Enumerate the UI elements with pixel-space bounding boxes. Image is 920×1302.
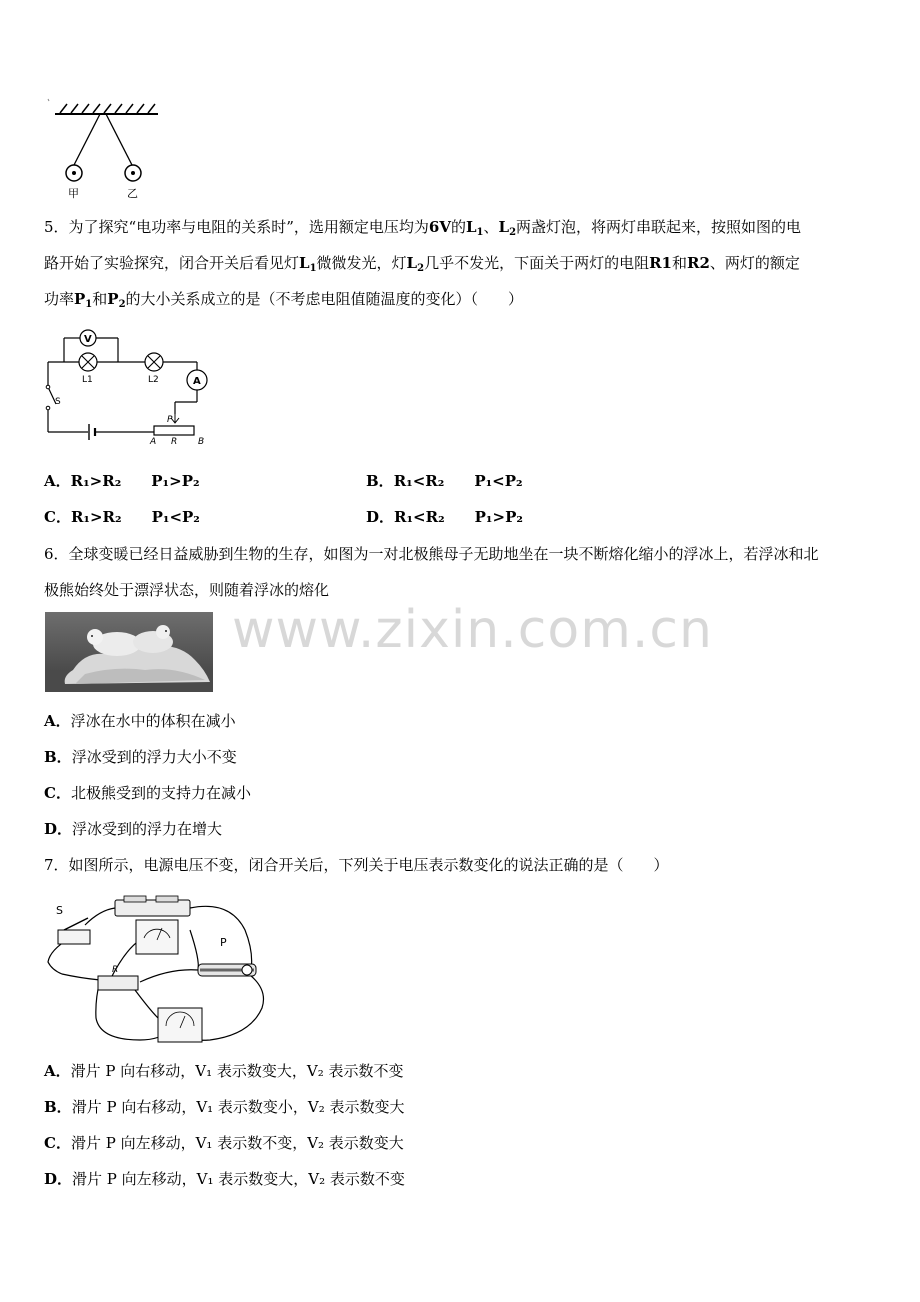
q7-option-d[interactable]: D．滑片 P 向左移动，V₁ 表示数变大，V₂ 表示数不变 [44, 1170, 405, 1188]
q5-option-d[interactable]: D．R₁<R₂ P₁>P₂ [366, 508, 523, 526]
q5-option-b[interactable]: B．R₁<R₂ P₁<P₂ [366, 472, 523, 490]
q5-option-a[interactable]: A．R₁>R₂ P₁>P₂ [44, 472, 200, 490]
q6-option-b[interactable]: B．浮冰受到的浮力大小不变 [44, 748, 237, 766]
ammeter-label: A [193, 376, 201, 387]
q7-option-a[interactable]: A．滑片 P 向右移动，V₁ 表示数变大，V₂ 表示数不变 [44, 1062, 404, 1080]
q7-line-1: 7．如图所示，电源电压不变，闭合开关后，下列关于电压表示数变化的说法正确的是（ ） [44, 856, 669, 874]
slider-p-label: P [220, 936, 227, 949]
switch-s-label: S [56, 904, 63, 917]
rheostat-a-label: A [150, 437, 157, 447]
q5-circuit-figure [42, 322, 224, 456]
voltmeter-label: V [84, 334, 92, 345]
slider-label: P [167, 415, 173, 425]
polar-bear-photo [45, 612, 213, 692]
pendulum-figure [40, 95, 170, 200]
q6-line-2: 极熊始终处于漂浮状态，则随着浮冰的熔化 [44, 581, 330, 599]
q6-option-a[interactable]: A．浮冰在水中的体积在减小 [44, 712, 236, 730]
q6-line-1: 6．全球变暖已经日益威胁到生物的生存，如图为一对北极熊母子无助地坐在一块不断熔化缩小的浮冰上，若浮冰和北 [44, 545, 819, 563]
q7-option-b[interactable]: B．滑片 P 向右移动，V₁ 表示数变小，V₂ 表示数变大 [44, 1098, 405, 1116]
q6-option-c[interactable]: C．北极熊受到的支持力在减小 [44, 784, 251, 802]
resistor-r-label: R [112, 965, 119, 975]
q7-option-c[interactable]: C．滑片 P 向左移动，V₁ 表示数不变，V₂ 表示数变大 [44, 1134, 404, 1152]
label-jia: 甲 [68, 187, 79, 200]
rheostat-r-label: R [171, 437, 178, 447]
rheostat-b-label: B [198, 437, 205, 447]
watermark: www.zixin.com.cn [232, 600, 713, 660]
q5-line-3: 功率$P_1$和$P_2$的大小关系成立的是（不考虑电阻值随温度的变化）（ ） [44, 290, 524, 310]
q7-circuit-figure [40, 890, 272, 1050]
lamp-l1-label: L1 [82, 375, 93, 385]
q5-line-1: 5．为了探究“电功率与电阻的关系时”，选用额定电压均为6V的$L_1$、$L_2$两盏灯泡，将两灯串联起来，按照如图的电 [44, 218, 802, 238]
q5-option-c[interactable]: C．R₁>R₂ P₁<P₂ [44, 508, 200, 526]
q5-line-2: 路开始了实验探究，闭合开关后看见灯$L_1$微微发光，灯$L_2$几乎不发光，下面关于两灯的电阻R1和R2、两灯的额定 [44, 254, 800, 274]
lamp-l2-label: L2 [148, 375, 159, 385]
switch-label: S [55, 397, 61, 407]
label-yi: 乙 [127, 187, 138, 200]
q6-option-d[interactable]: D．浮冰受到的浮力在增大 [44, 820, 223, 838]
